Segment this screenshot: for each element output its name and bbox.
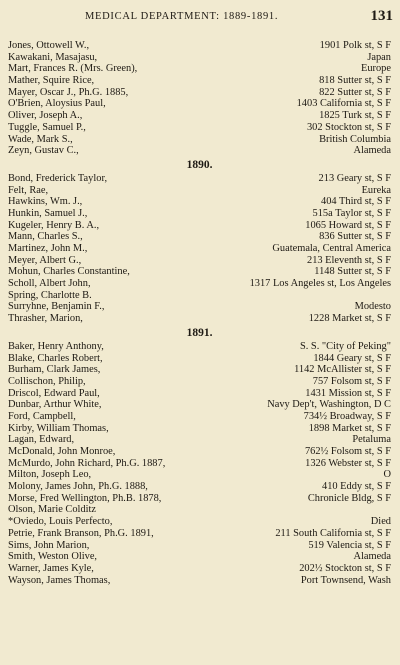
entry-address: 213 Eleventh st, S F [307,254,391,266]
entry-address: Alameda [353,145,391,157]
directory-entry [8,145,391,157]
directory-entry [8,40,391,52]
directory-entry [8,516,391,528]
directory-entry [8,376,391,388]
entry-name: Dunbar, Arthur White, [8,399,102,411]
directory-entry [8,185,391,197]
entry-address: Port Townsend, Wash [300,574,391,586]
page-number: 131 [370,8,393,24]
directory-entry [8,411,391,423]
alumni-directory [8,40,391,586]
entry-name: Thrasher, Marion, [8,313,83,325]
entry-name: O'Brien, Aloysius Paul, [8,98,106,110]
entry-address: 762½ Folsom st, S F [304,446,391,457]
directory-entry [8,563,391,575]
entry-name: Driscol, Edward Paul, [8,387,100,399]
directory-entry [8,266,391,278]
entry-address: 822 Sutter st, S F [319,86,391,98]
entry-address: 1065 Howard st, S F [305,219,391,231]
entry-name: McDonald, John Monroe, [8,446,116,457]
entry-name: Molony, James John, Ph.G. 1888, [8,481,148,493]
entry-name: McMurdo, John Richard, Ph.G. 1887, [8,457,166,469]
directory-entry [8,388,391,400]
entry-name: Kugeler, Henry B. A., [8,219,100,231]
running-title: MEDICAL DEPARTMENT: 1889-1891. [85,11,279,22]
entry-name: Baker, Henry Anthony, [8,340,104,352]
directory-entry [8,481,391,493]
year-heading: 1890. [186,158,213,171]
year-section [8,325,391,586]
entry-address: 1326 Webster st, S F [305,457,391,469]
entry-address: 1431 Mission st, S F [305,387,391,399]
entry-address: 302 Stockton st, S F [306,121,391,133]
entry-address: 515a Taylor st, S F [312,207,391,219]
entry-name: Mather, Squire Rice, [8,75,95,87]
entry-name: Warner, James Kyle, [8,562,94,574]
entry-address: Europe [360,63,391,75]
entry-name: Kawakani, Masajasu, [8,51,98,63]
entry-address: 1825 Turk st, S F [319,110,391,122]
year-heading: 1891. [186,326,213,339]
directory-entry [8,469,391,481]
entry-address: Guatemala, Central America [272,243,391,254]
directory-entry [8,173,391,185]
entry-address: Navy Dep't, Washington, D C [267,399,391,411]
entry-name: Milton, Joseph Leo, [8,469,92,481]
directory-entry [8,110,391,122]
entry-address: Petaluma [352,434,391,446]
entry-name: Ford, Campbell, [8,410,76,422]
entry-address: 404 Third st, S F [321,196,391,208]
entry-name: Felt, Rae, [8,184,49,196]
entry-name: Hawkins, Wm. J., [8,196,83,208]
directory-entry [8,63,391,75]
entry-address: 1148 Sutter st, S F [314,266,391,278]
entry-name: Wayson, James Thomas, [8,574,111,586]
entry-name: Zeyn, Gustav C., [8,145,79,157]
entry-name: Smith, Weston Olive, [8,551,98,563]
directory-entry [8,353,391,365]
directory-entry [8,208,391,220]
entry-name: Kirby, William Thomas, [8,422,109,434]
entry-name: Mart, Frances R. (Mrs. Green), [8,63,138,75]
directory-entry [8,87,391,99]
entry-name: Sims, John Marion, [8,539,90,551]
entry-address: 1317 Los Angeles st, Los Angeles [249,278,391,290]
entry-name: Tuggle, Samuel P., [8,121,86,133]
entry-address: 211 South California st, S F [275,527,391,539]
entry-name: Bond, Frederick Taylor, [8,172,108,184]
directory-entry [8,528,391,540]
directory-entry [8,134,391,146]
entry-address: 1228 Market st, S F [308,313,391,325]
entry-name: Mohun, Charles Constantine, [8,266,130,278]
entry-address: 1901 Polk st, S F [319,40,391,51]
directory-entry [8,231,391,243]
entry-address: 1898 Market st, S F [308,422,391,434]
entry-address: 1844 Geary st, S F [313,352,391,364]
directory-entry [8,196,391,208]
entry-name: *Oviedo, Louis Perfecto, [8,516,113,528]
entry-address: 202½ Stockton st, S F [299,562,391,574]
entry-name: Oliver, Joseph A., [8,110,83,122]
entry-address: Alameda [353,551,391,563]
entry-name: Burham, Clark James, [8,364,101,376]
entry-address: 1403 California st, S F [296,98,391,110]
entry-name: Blake, Charles Robert, [8,352,103,364]
entry-address: 734½ Broadway, S F [303,410,391,422]
directory-entry [8,313,391,325]
entry-name: Mann, Charles S., [8,231,83,243]
directory-entry [8,423,391,435]
entry-name: Meyer, Albert G., [8,254,82,266]
entry-address: Japan [367,51,391,63]
entry-name: Hunkin, Samuel J., [8,207,88,219]
entry-address: 410 Eddy st, S F [322,481,391,493]
directory-entry [8,540,391,552]
year-section [8,40,391,157]
entry-name: Morse, Fred Wellington, Ph.B. 1878, [8,492,162,504]
directory-entry [8,255,391,267]
entry-name: Petrie, Frank Branson, Ph.G. 1891, [8,527,154,539]
entry-address: Eureka [361,184,391,196]
entry-name: Martinez, John M., [8,243,88,254]
directory-entry [8,290,391,302]
directory-entry [8,52,391,64]
entry-name: Scholl, Albert John, [8,278,91,290]
entry-address: Died [370,516,391,528]
directory-entry [8,220,391,232]
directory-entry [8,493,391,505]
entry-address: British Columbia [319,133,391,145]
entry-address: Modesto [354,301,391,313]
year-section [8,157,391,325]
entry-name: Olson, Marie Colditz [8,504,97,516]
directory-entry [8,446,391,458]
entry-name: Collischon, Philip, [8,375,86,387]
directory-entry [8,243,391,255]
entry-address: 818 Sutter st, S F [319,75,391,87]
entry-address: S. S. "City of Peking" [299,340,391,352]
directory-entry [8,75,391,87]
directory-entry [8,301,391,313]
entry-address: 1142 McAllister st, S F [294,364,391,376]
entry-name: Surryhne, Benjamin F., [8,301,105,313]
entry-address: 836 Sutter st, S F [319,231,391,243]
entry-address: Chronicle Bldg, S F [307,492,391,504]
directory-entry [8,98,391,110]
directory-entry [8,122,391,134]
directory-entry [8,341,391,353]
entry-name: Wade, Mark S., [8,133,73,145]
entry-name: Spring, Charlotte B. [8,289,92,301]
directory-entry [8,434,391,446]
directory-entry [8,551,391,563]
page-header [0,8,400,30]
entry-name: Jones, Ottowell W., [8,40,90,51]
entry-address: O [383,469,391,481]
directory-entry [8,364,391,376]
directory-entry [8,504,391,516]
directory-entry [8,278,391,290]
entry-name: Mayer, Oscar J., Ph.G. 1885, [8,86,129,98]
directory-entry [8,575,391,587]
entry-name: Lagan, Edward, [8,434,75,446]
directory-entry [8,458,391,470]
entry-address: 213 Geary st, S F [318,172,391,184]
directory-entry [8,399,391,411]
entry-address: 519 Valencia st, S F [308,539,391,551]
entry-address: 757 Folsom st, S F [312,375,391,387]
